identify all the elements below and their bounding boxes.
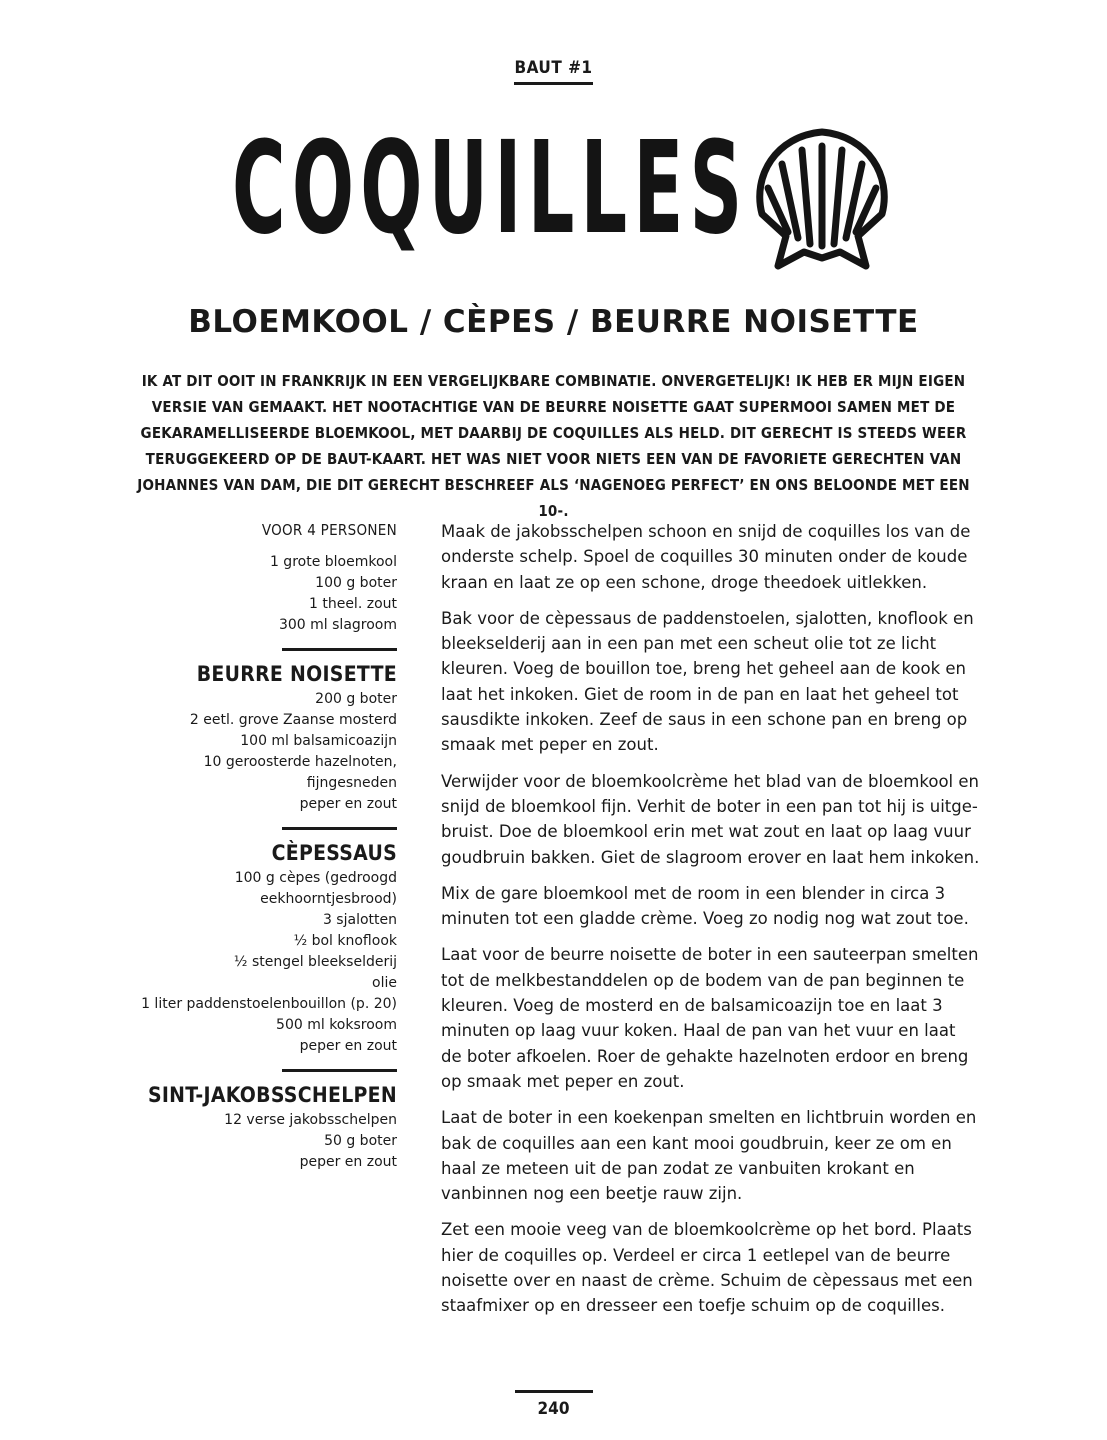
ingredient-line: 1 liter paddenstoelenbouillon (p. 20): [141, 996, 397, 1012]
method-step: Verwijder voor de bloemkoolcrème het blad van de bloemkool en snijd de bloemkool fijn. Verhit de boter in een pan tot hij is uitgebruist. Doe de bloemkool erin met wat zout en laat op laag vuur goudbruin bakken. Giet de slagroom erover en laat hem inkoken.: [441, 771, 980, 867]
method-step: Maak de jakobsschelpen schoon en snijd de coquilles los van de onderste schelp. Spoel de coquilles 30 minuten onder de koude kraan en laat ze op een schone, droge theedoek uitlekken.: [441, 522, 971, 592]
ingredient-line: ½ stengel bleekselderij: [233, 954, 397, 970]
ingredient-line: 50 g boter: [324, 1133, 397, 1149]
ingredient-line: peper en zout: [299, 796, 397, 812]
ingredient-line: 2 eetl. grove Zaanse mosterd: [189, 712, 397, 728]
servings-heading: VOOR 4 PERSONEN: [261, 521, 397, 539]
series-label: BAUT #1: [514, 58, 592, 85]
ingredient-line: olie: [372, 975, 397, 991]
recipe-title-block: [228, 113, 908, 318]
method-step: Mix de gare bloemkool met de room in een blender in circa 3 minuten tot een gladde crème. Voeg zo nodig nog wat zout toe.: [441, 883, 969, 929]
ingredient-line: 1 theel. zout: [308, 596, 397, 612]
ingredient-line: 100 ml balsamicoazijn: [240, 733, 397, 749]
recipe-intro: IK AT DIT OOIT IN FRANKRIJK IN EEN VERGELIJKBARE COMBINATIE. ONVERGETELIJK! IK HEB ER MIJN EIGEN VERSIE VAN GEMAAKT. HET NOOTACHTIGE VAN DE BEURRE NOISETTE GAAT SUPERMOOI SAMEN MET DE GEKARAMELLISEERDE BLOEMKOOL, MET DAARBIJ DE COQUILLES ALS HELD. DIT GERECHT IS STEEDS WEER TERUGGEKEERD OP DE BAUT-KAART. HET WAS NIET VOOR NIETS EEN VAN DE FAVORIETE GERECHTEN VAN JOHANNES VAN DAM, DIE DIT GERECHT BESCHREEF ALS ‘NAGENOEG PERFECT’ EN ONS BELOONDE MET EEN 10-.: [137, 372, 970, 520]
recipe-subtitle: BLOEMKOOL / CÈPES / BEURRE NOISETTE: [188, 304, 919, 340]
ingredient-line: peper en zout: [299, 1038, 397, 1054]
ingredient-line: eekhoorntjesbrood): [260, 891, 397, 907]
section-divider: [282, 648, 397, 651]
ingredient-line: 300 ml slagroom: [278, 617, 397, 633]
section-divider: [282, 1069, 397, 1072]
ingredient-line: 12 verse jakobsschelpen: [224, 1112, 397, 1128]
method-step: Zet een mooie veeg van de bloemkoolcrème op het bord. Plaats hier de coquilles op. Verdeel er circa 1 eetlepel van de beurre noisette over en naast de crème. Schuim de cèpessaus met een staafmixer op en dresseer een toefje schuim op de coquilles.: [441, 1220, 973, 1316]
ingredient-line: 3 sjalotten: [322, 912, 397, 928]
ingredient-line: peper en zout: [299, 1154, 397, 1170]
method-step: Laat voor de beurre noisette de boter in een sauteerpan smelten tot de melkbestanddelen op de bodem van de pan beginnen te kleuren. Voeg de mosterd en de balsamicoazijn toe en laat 3 minuten op laag vuur koken. Haal de pan van het vuur en laat de boter afkoelen. Roer de gehakte hazelnoten erdoor en breng op smaak met peper en zout.: [441, 945, 979, 1091]
ingredients-cepessaus: [140, 840, 397, 1057]
ingredient-line: 1 grote bloemkool: [269, 554, 397, 570]
recipe-title: COQUILLES: [232, 113, 749, 263]
method-step: Bak voor de cèpessaus de paddenstoelen, sjalotten, knoflook en bleekselderij aan in een pan met een scheut olie tot ze licht kleuren. Voeg de bouillon toe, breng het geheel aan de kook en laat het inkoken. Giet de room in de pan en laat het geheel tot sausdikte inkoken. Zeef de saus in een schone pan en breng op smaak met peper en zout.: [441, 608, 974, 755]
ingredient-line: fijngesneden: [306, 775, 397, 791]
scallop-shell-icon: [748, 118, 896, 276]
page-footer: [0, 1390, 1107, 1419]
section-divider: [282, 827, 397, 830]
page-number: 240: [537, 1399, 570, 1419]
beurre-noisette-heading: BEURRE NOISETTE: [196, 662, 397, 686]
ingredient-line: 200 g boter: [315, 691, 397, 707]
footer-rule: [515, 1390, 593, 1393]
sint-jakobsschelpen-heading: SINT-JAKOBSSCHELPEN: [147, 1083, 397, 1107]
cepessaus-heading: CÈPESSAUS: [271, 841, 397, 865]
ingredient-line: ½ bol knoflook: [293, 933, 397, 949]
ingredient-line: 500 ml koksroom: [276, 1017, 397, 1033]
ingredients-column: [140, 518, 397, 1173]
ingredients-base: [140, 518, 397, 636]
method-step: Laat de boter in een koekenpan smelten en lichtbruin worden en bak de coquilles aan een kant mooi goudbruin, keer ze om en haal ze meteen uit de pan zodat ze vanbuiten krokant en vanbinnen nog een beetje rauw zijn.: [441, 1108, 977, 1204]
ingredients-beurre-noisette: [140, 661, 397, 815]
ingredient-line: 100 g cèpes (gedroogd: [234, 870, 397, 886]
ingredient-line: 10 geroosterde hazelnoten,: [203, 754, 397, 770]
ingredient-line: 100 g boter: [315, 575, 397, 591]
ingredients-sint-jakobsschelpen: [140, 1082, 397, 1173]
method-column: [441, 519, 981, 1330]
series-label-container: [0, 58, 1107, 85]
